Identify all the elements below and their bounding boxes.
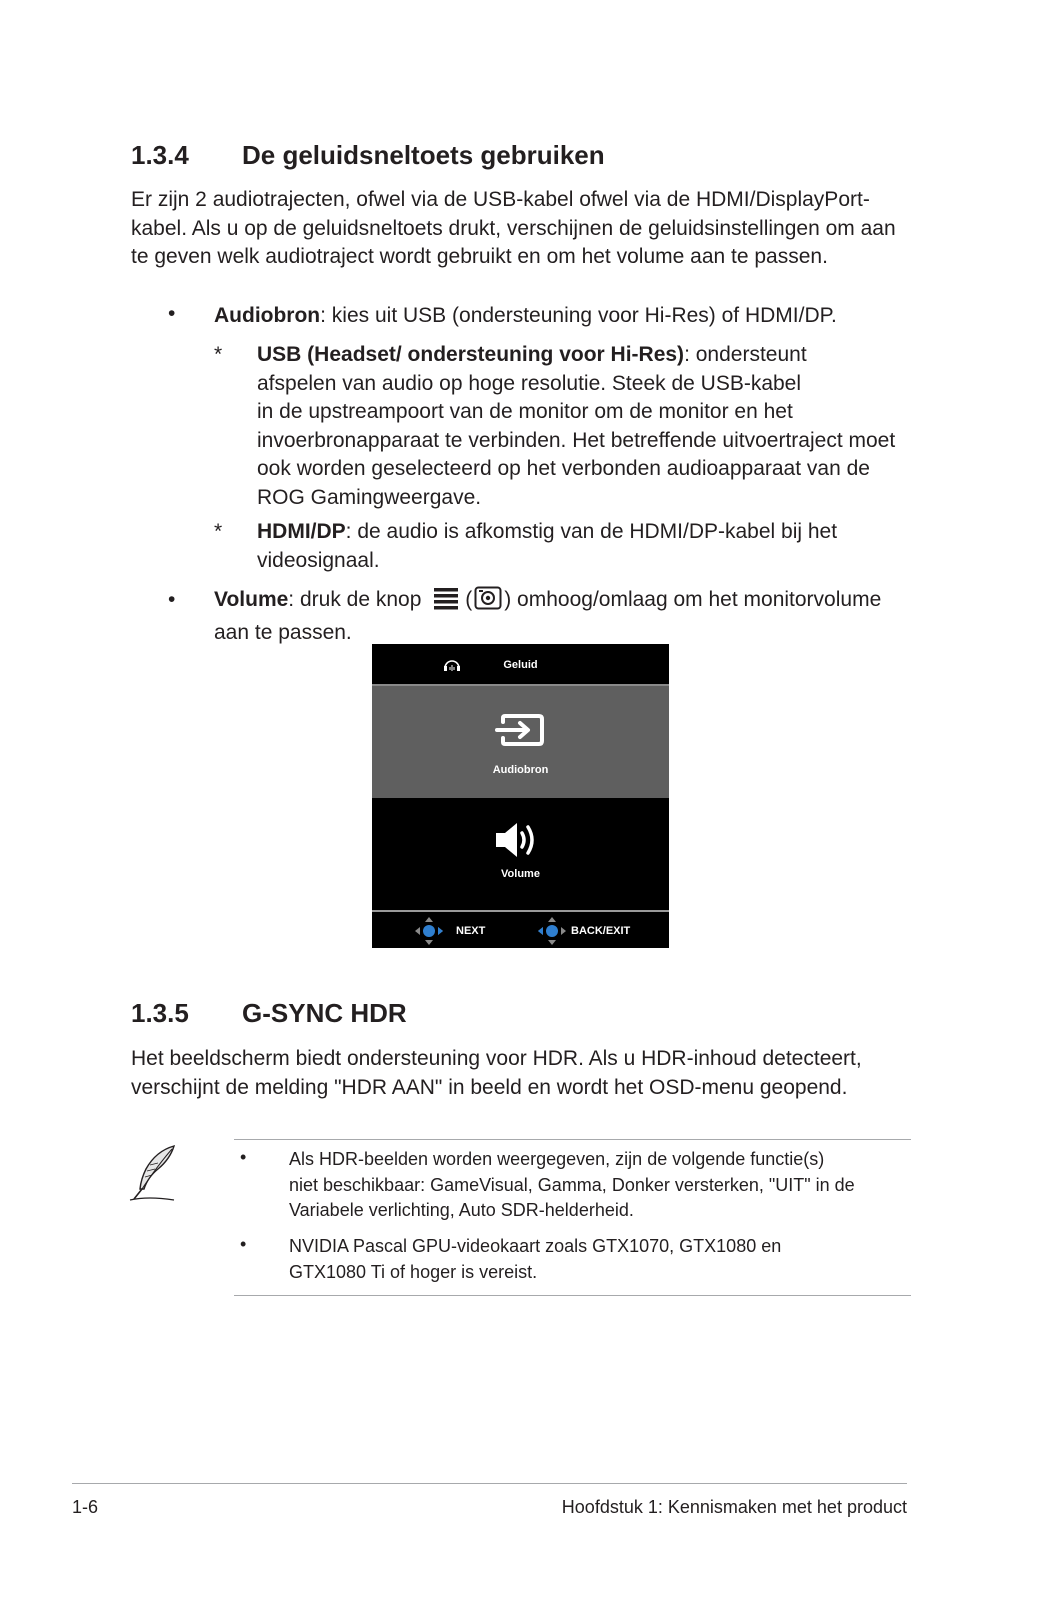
section-title: De geluidsneltoets gebruiken [242, 140, 605, 170]
osd-header [372, 644, 669, 684]
osd-title: Geluid [503, 659, 538, 671]
usb-text: : ondersteunt [684, 343, 807, 366]
bullet-audiobron [214, 302, 974, 331]
section-title: G-SYNC HDR [242, 998, 407, 1028]
volume-text: : druk de knop [288, 588, 422, 611]
osd-volume-label: Volume [501, 868, 540, 880]
usb-line: in de upstreampoort van de monitor om de monitor en het [257, 400, 793, 423]
intro-line: kabel. Als u op de geluidsneltoets drukt, verschijnen de geluidsinstellingen om aan [131, 216, 896, 240]
footer-rule [72, 1483, 907, 1484]
osd-audiobron-label: Audiobron [492, 764, 549, 776]
page-number: 1-6 [72, 1497, 99, 1517]
usb-line: ROG Gamingweergave. [257, 485, 482, 509]
osd-sound-menu [372, 644, 669, 948]
volume-text-2: ) omhoog/omlaag om het monitorvolume [504, 588, 882, 611]
section-number: 1.3.4 [131, 140, 189, 170]
bullet-symbol: • [240, 1234, 247, 1254]
usb-line: afspelen van audio op hoge resolutie. Steek de USB-kabel [257, 371, 802, 395]
gameplus-button-icon [474, 586, 502, 619]
joystick-icon [537, 916, 567, 951]
osd-item-audiobron[interactable] [372, 686, 669, 798]
note-bottom-rule [234, 1295, 911, 1296]
section-heading-134 [131, 140, 605, 170]
intro-paragraph [131, 186, 931, 272]
star-symbol: * [214, 520, 223, 543]
star-symbol: * [214, 343, 223, 366]
audiobron-text: : kies uit USB (ondersteuning voor Hi-Res) of HDMI/DP. [320, 304, 837, 327]
note-line: Als HDR-beelden worden weergegeven, zijn de volgende functie(s) [289, 1149, 825, 1169]
note-item [289, 1234, 909, 1285]
usb-line: ook worden geselecteerd op het verbonden audioapparaat van de [257, 457, 870, 480]
term-usb: USB (Headset/ ondersteuning voor Hi-Res) [257, 343, 685, 366]
bullet-volume [214, 586, 934, 647]
note-top-rule [234, 1139, 911, 1140]
chapter-title: Hoofdstuk 1: Kennismaken met het product [561, 1497, 907, 1517]
osd-footer [372, 912, 669, 948]
feather-pen-icon [128, 1143, 180, 1208]
note-line: Variabele verlichting, Auto SDR-helderheid. [289, 1200, 634, 1220]
note-line: GTX1080 Ti of hoger is vereist. [289, 1261, 538, 1282]
section-number: 1.3.5 [131, 998, 189, 1028]
hdmi-text: : de audio is afkomstig van de HDMI/DP-kabel bij het [345, 520, 838, 543]
volume-line: aan te passen. [214, 620, 352, 644]
hdr-line: verschijnt de melding "HDR AAN" in beeld en wordt het OSD-menu geopend. [131, 1075, 848, 1099]
note-line: NVIDIA Pascal GPU-videokaart zoals GTX1070, GTX1080 en [289, 1236, 782, 1256]
hdr-paragraph [131, 1045, 931, 1102]
osd-back-label: BACK/EXIT [571, 925, 631, 937]
paren-open: ( [465, 588, 473, 611]
section-heading-135 [131, 998, 407, 1028]
audio-source-icon [495, 714, 545, 751]
usb-line: invoerbronapparaat te verbinden. Het betreffende uitvoertraject moet [257, 428, 896, 452]
osd-item-volume[interactable] [372, 798, 669, 910]
joystick-icon [414, 916, 444, 951]
osd-next-label: NEXT [456, 925, 486, 937]
note-item [289, 1147, 909, 1224]
bullet-symbol: • [168, 302, 176, 325]
sub-item-hdmi [257, 518, 957, 575]
bullet-symbol: • [240, 1147, 247, 1167]
bullet-symbol: • [168, 588, 176, 611]
speaker-icon [494, 820, 542, 865]
note-line: niet beschikbaar: GameVisual, Gamma, Donker versterken, "UIT" in de [289, 1174, 855, 1195]
sub-item-usb [257, 341, 957, 512]
term-audiobron: Audiobron [214, 304, 321, 327]
hdmi-line: videosignaal. [257, 548, 380, 572]
term-volume: Volume [214, 588, 289, 611]
intro-line: te geven welk audiotraject wordt gebruikt en om het volume aan te passen. [131, 245, 828, 268]
hdr-line: Het beeldscherm biedt ondersteuning voor HDR. Als u HDR-inhoud detecteert, [131, 1047, 862, 1070]
term-hdmi: HDMI/DP [257, 520, 346, 543]
menu-button-icon [431, 586, 461, 619]
intro-line: Er zijn 2 audiotrajecten, ofwel via de USB-kabel ofwel via de HDMI/DisplayPort- [131, 188, 870, 211]
